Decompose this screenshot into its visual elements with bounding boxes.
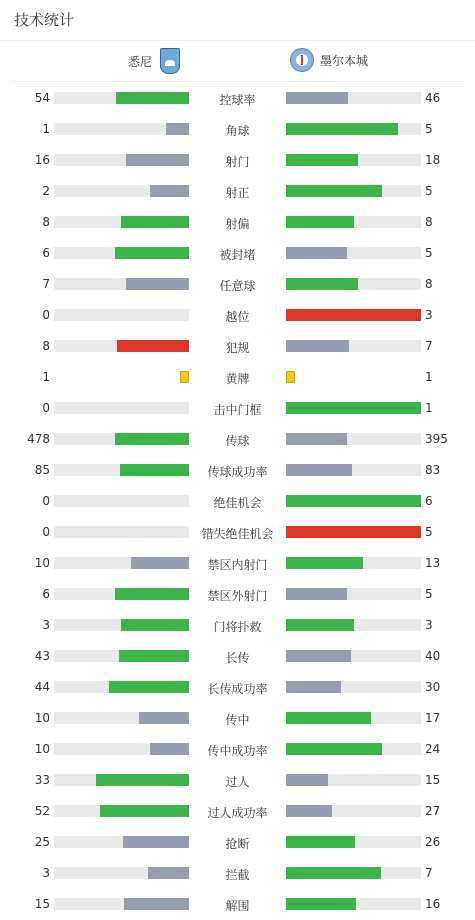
- stat-row: [0, 362, 475, 393]
- home-bar-fill: [116, 92, 189, 104]
- home-bar-fill: [96, 774, 189, 786]
- away-bar-track: [286, 340, 421, 352]
- home-bar-fill: [123, 836, 189, 848]
- away-bar-track: [286, 588, 421, 600]
- away-bar-track: [286, 898, 421, 910]
- home-bar-track: [54, 650, 189, 662]
- home-bar-track: [54, 557, 189, 569]
- stat-label: 被封堵: [219, 248, 256, 262]
- away-value: 5: [425, 246, 433, 260]
- away-bar-track: [286, 495, 421, 507]
- home-bar-fill: [119, 650, 189, 662]
- home-value: 10: [34, 711, 50, 725]
- away-bar-fill: [286, 464, 352, 476]
- home-bar-fill: [124, 898, 189, 910]
- home-bar-track: [54, 402, 189, 414]
- home-value: 0: [42, 494, 50, 508]
- stat-row: [0, 827, 475, 858]
- stat-label: 传球: [225, 434, 250, 448]
- away-value: 5: [425, 122, 433, 136]
- stat-label: 传中: [225, 713, 250, 727]
- home-bar-track: [54, 836, 189, 848]
- away-value: 6: [425, 494, 433, 508]
- home-bar-fill: [121, 619, 189, 631]
- away-bar-fill: [286, 123, 398, 135]
- home-bar-track: [54, 681, 189, 693]
- yellow-card-icon: [286, 371, 295, 383]
- home-value: 33: [34, 773, 50, 787]
- home-value: 85: [34, 463, 50, 477]
- away-bar-track: [286, 123, 421, 135]
- stat-row: [0, 269, 475, 300]
- stat-label: 长传: [225, 651, 250, 665]
- home-value: 478: [27, 432, 50, 446]
- away-value: 18: [425, 153, 441, 167]
- stats-list: [0, 82, 475, 920]
- away-bar-fill: [286, 867, 381, 879]
- away-value: 7: [425, 339, 433, 353]
- home-bar-track: [54, 278, 189, 290]
- home-bar-fill: [117, 340, 189, 352]
- home-bar-fill: [126, 278, 189, 290]
- stat-label: 禁区内射门: [207, 558, 268, 572]
- stat-row: [0, 765, 475, 796]
- away-bar-track: [286, 278, 421, 290]
- away-bar-track: [286, 681, 421, 693]
- away-bar-fill: [286, 681, 341, 693]
- away-bar-track: [286, 216, 421, 228]
- away-bar-fill: [286, 836, 355, 848]
- away-value: 8: [425, 277, 433, 291]
- away-value: 83: [425, 463, 441, 477]
- home-bar-fill: [115, 433, 189, 445]
- home-team-name: 悉尼: [127, 54, 152, 69]
- away-value: 1: [425, 401, 433, 415]
- away-bar-track: [286, 309, 421, 321]
- stat-label: 传球成功率: [207, 465, 268, 479]
- away-value: 5: [425, 184, 433, 198]
- away-bar-track: [286, 185, 421, 197]
- away-bar-track: [286, 371, 421, 383]
- home-bar-track: [54, 495, 189, 507]
- away-value: 15: [425, 773, 441, 787]
- home-bar-fill: [150, 743, 189, 755]
- home-bar-track: [54, 898, 189, 910]
- stat-label: 越位: [225, 310, 250, 324]
- teams-header: [10, 41, 465, 82]
- home-bar-fill: [100, 805, 189, 817]
- stat-label: 长传成功率: [207, 682, 268, 696]
- home-bar-track: [54, 185, 189, 197]
- home-bar-fill: [120, 464, 189, 476]
- away-value: 30: [425, 680, 441, 694]
- away-bar-fill: [286, 402, 421, 414]
- home-bar-fill: [126, 154, 189, 166]
- stat-row: [0, 610, 475, 641]
- away-bar-fill: [286, 805, 332, 817]
- stat-label: 门将扑救: [213, 620, 262, 634]
- away-value: 5: [425, 587, 433, 601]
- away-value: 3: [425, 308, 433, 322]
- stat-row: [0, 424, 475, 455]
- away-value: 24: [425, 742, 441, 756]
- stat-label: 传中成功率: [207, 744, 268, 758]
- away-value: 8: [425, 215, 433, 229]
- away-value: 27: [425, 804, 441, 818]
- away-bar-fill: [286, 247, 347, 259]
- away-bar-fill: [286, 340, 349, 352]
- away-team-name: 墨尔本城: [320, 53, 369, 68]
- stat-row: [0, 455, 475, 486]
- stat-label: 射偏: [225, 217, 250, 231]
- away-bar-track: [286, 743, 421, 755]
- away-bar-fill: [286, 557, 363, 569]
- stat-row: [0, 703, 475, 734]
- home-team[interactable]: [128, 48, 180, 74]
- home-value: 0: [42, 401, 50, 415]
- away-bar-fill: [286, 216, 354, 228]
- stat-label: 拦截: [225, 868, 250, 882]
- away-bar-track: [286, 464, 421, 476]
- away-bar-track: [286, 619, 421, 631]
- away-bar-fill: [286, 278, 358, 290]
- away-value: 16: [425, 897, 441, 911]
- home-value: 6: [42, 246, 50, 260]
- stat-row: [0, 331, 475, 362]
- home-value: 43: [34, 649, 50, 663]
- home-bar-fill: [150, 185, 189, 197]
- stat-row: [0, 672, 475, 703]
- away-value: 17: [425, 711, 441, 725]
- away-value: 13: [425, 556, 441, 570]
- home-bar-track: [54, 464, 189, 476]
- home-value: 0: [42, 525, 50, 539]
- away-bar-track: [286, 712, 421, 724]
- stat-label: 射正: [225, 186, 250, 200]
- yellow-card-icon: [180, 371, 189, 383]
- home-value: 10: [34, 742, 50, 756]
- page-title: 技术统计: [0, 0, 475, 41]
- away-bar-track: [286, 433, 421, 445]
- away-team[interactable]: [290, 48, 368, 72]
- home-value: 0: [42, 308, 50, 322]
- away-value: 1: [425, 370, 433, 384]
- stat-label: 解围: [225, 899, 250, 913]
- home-value: 1: [42, 370, 50, 384]
- home-value: 1: [42, 122, 50, 136]
- home-bar-track: [54, 588, 189, 600]
- home-value: 54: [34, 91, 50, 105]
- stat-label: 控球率: [219, 93, 256, 107]
- away-bar-fill: [286, 743, 382, 755]
- home-bar-track: [54, 712, 189, 724]
- stat-row: [0, 145, 475, 176]
- stat-row: [0, 486, 475, 517]
- home-bar-fill: [139, 712, 189, 724]
- home-bar-fill: [131, 557, 189, 569]
- stat-label: 任意球: [219, 279, 256, 293]
- stat-row: [0, 238, 475, 269]
- away-bar-track: [286, 774, 421, 786]
- away-bar-fill: [286, 433, 347, 445]
- home-value: 3: [42, 866, 50, 880]
- stat-row: [0, 641, 475, 672]
- stat-label: 绝佳机会: [213, 496, 262, 510]
- home-bar-track: [54, 619, 189, 631]
- home-bar-track: [54, 154, 189, 166]
- home-bar-track: [54, 216, 189, 228]
- away-bar-fill: [286, 309, 421, 321]
- away-value: 40: [425, 649, 441, 663]
- home-bar-track: [54, 92, 189, 104]
- stat-label: 黄牌: [225, 372, 250, 386]
- away-bar-fill: [286, 185, 382, 197]
- away-bar-fill: [286, 495, 421, 507]
- home-value: 52: [34, 804, 50, 818]
- away-team-logo-icon: [290, 48, 314, 72]
- home-value: 2: [42, 184, 50, 198]
- away-bar-track: [286, 867, 421, 879]
- stat-label: 过人: [225, 775, 250, 789]
- stat-label: 角球: [225, 124, 250, 138]
- away-bar-track: [286, 154, 421, 166]
- away-bar-track: [286, 92, 421, 104]
- stat-row: [0, 889, 475, 920]
- away-value: 46: [425, 91, 441, 105]
- stat-row: [0, 207, 475, 238]
- stat-label: 射门: [225, 155, 250, 169]
- away-bar-fill: [286, 92, 348, 104]
- away-value: 395: [425, 432, 448, 446]
- away-bar-fill: [286, 712, 371, 724]
- away-bar-fill: [286, 526, 421, 538]
- home-bar-track: [54, 743, 189, 755]
- stat-row: [0, 734, 475, 765]
- stat-row: [0, 517, 475, 548]
- home-value: 16: [34, 153, 50, 167]
- home-value: 8: [42, 339, 50, 353]
- away-bar-fill: [286, 588, 347, 600]
- home-value: 15: [34, 897, 50, 911]
- home-bar-track: [54, 774, 189, 786]
- home-value: 8: [42, 215, 50, 229]
- stat-row: [0, 114, 475, 145]
- away-bar-track: [286, 650, 421, 662]
- away-bar-track: [286, 402, 421, 414]
- home-bar-fill: [166, 123, 189, 135]
- home-bar-fill: [115, 247, 189, 259]
- home-bar-fill: [121, 216, 189, 228]
- stat-row: [0, 176, 475, 207]
- stat-row: [0, 796, 475, 827]
- home-bar-track: [54, 805, 189, 817]
- stat-label: 抢断: [225, 837, 250, 851]
- home-bar-track: [54, 526, 189, 538]
- away-value: 26: [425, 835, 441, 849]
- away-bar-track: [286, 557, 421, 569]
- stat-label: 禁区外射门: [207, 589, 268, 603]
- home-bar-fill: [109, 681, 189, 693]
- away-bar-track: [286, 526, 421, 538]
- home-value: 7: [42, 277, 50, 291]
- home-bar-track: [54, 371, 189, 383]
- away-bar-track: [286, 805, 421, 817]
- stat-row: [0, 393, 475, 424]
- away-bar-track: [286, 247, 421, 259]
- stat-row: [0, 83, 475, 114]
- home-value: 6: [42, 587, 50, 601]
- stat-row: [0, 300, 475, 331]
- home-bar-track: [54, 340, 189, 352]
- away-bar-fill: [286, 898, 356, 910]
- home-bar-track: [54, 123, 189, 135]
- away-bar-fill: [286, 619, 354, 631]
- away-bar-fill: [286, 650, 351, 662]
- away-bar-fill: [286, 774, 328, 786]
- away-bar-fill: [286, 154, 358, 166]
- stat-row: [0, 548, 475, 579]
- stat-label: 犯规: [225, 341, 250, 355]
- home-value: 25: [34, 835, 50, 849]
- home-bar-track: [54, 867, 189, 879]
- home-bar-track: [54, 309, 189, 321]
- stat-row: [0, 858, 475, 889]
- stat-row: [0, 579, 475, 610]
- stat-label: 错失绝佳机会: [201, 527, 274, 541]
- stat-label: 击中门框: [213, 403, 262, 417]
- away-value: 3: [425, 618, 433, 632]
- away-bar-track: [286, 836, 421, 848]
- home-value: 3: [42, 618, 50, 632]
- home-bar-track: [54, 433, 189, 445]
- away-value: 7: [425, 866, 433, 880]
- home-team-logo-icon: [160, 48, 180, 74]
- away-value: 5: [425, 525, 433, 539]
- stat-label: 过人成功率: [207, 806, 268, 820]
- home-bar-track: [54, 247, 189, 259]
- home-value: 44: [34, 680, 50, 694]
- home-bar-fill: [115, 588, 189, 600]
- home-value: 10: [34, 556, 50, 570]
- home-bar-fill: [148, 867, 189, 879]
